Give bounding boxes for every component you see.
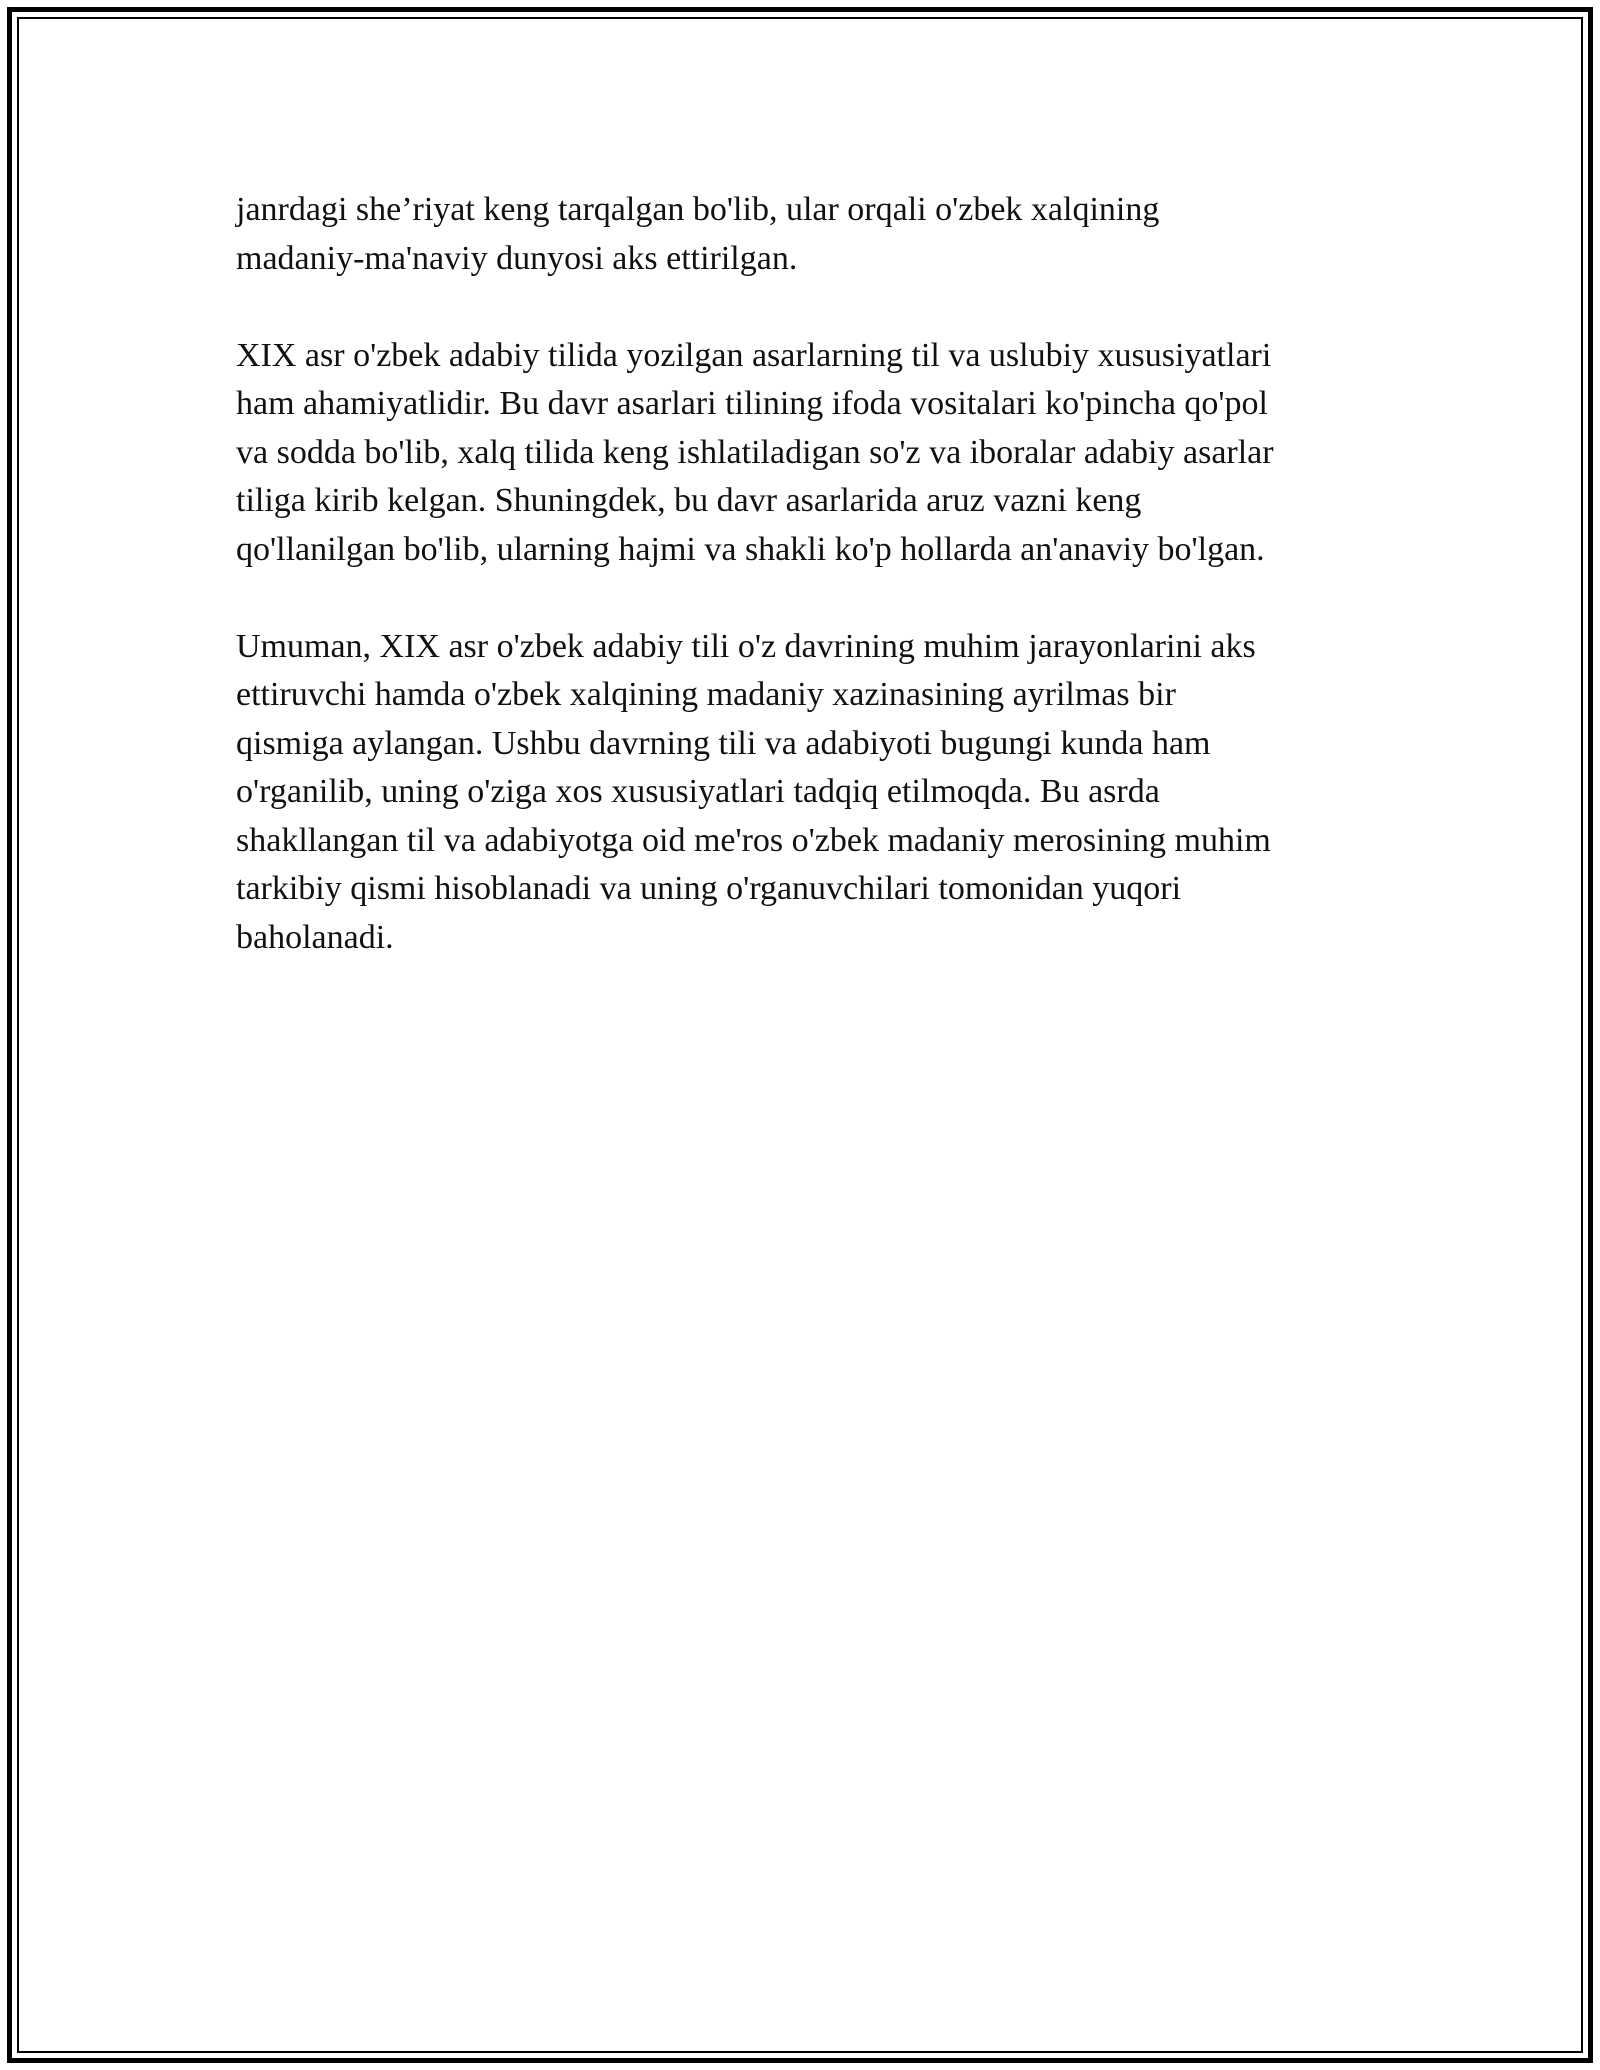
paragraph-1: janrdagi she’riyat keng tarqalgan bo'lib, ular orqali o'zbek xalqining madaniy-ma'naviy dunyosi aks ettirilgan. [236, 191, 1160, 277]
paragraph-2: XIX asr o'zbek adabiy tilida yozilgan asarlarning til va uslubiy xususiyatlari ham ahamiyatlidir. Bu davr asarlari tilining ifoda vositalari ko'pincha qo'pol va sodda bo'lib, xalq tilida keng ishlatiladigan so'z va iboralar adabiy asarlar tiliga kirib kelgan. Shuningdek, bu davr asarlarida aruz vazni keng qo'llanilgan bo'lib, ularning hajmi va shakli ko'p hollarda an'anaviy bo'lgan. [236, 336, 1274, 568]
paragraph-3: Umuman, XIX asr o'zbek adabiy tili o'z davrining muhim jarayonlarini aks ettiruvchi hamda o'zbek xalqining madaniy xazinasining ayrilmas bir qismiga aylangan. Ushbu davrning tili va adabiyoti bugungi kunda ham o'rganilib, uning o'ziga xos xususiyatlari tadqiq etilmoqda. Bu asrda shakllangan til va adabiyotga oid me'ros o'zbek madaniy merosining muhim tarkibiy qismi hisoblanadi va uning o'rganuvchilari tomonidan yuqori baholanadi. [236, 627, 1271, 956]
page-body [236, 186, 1366, 1011]
